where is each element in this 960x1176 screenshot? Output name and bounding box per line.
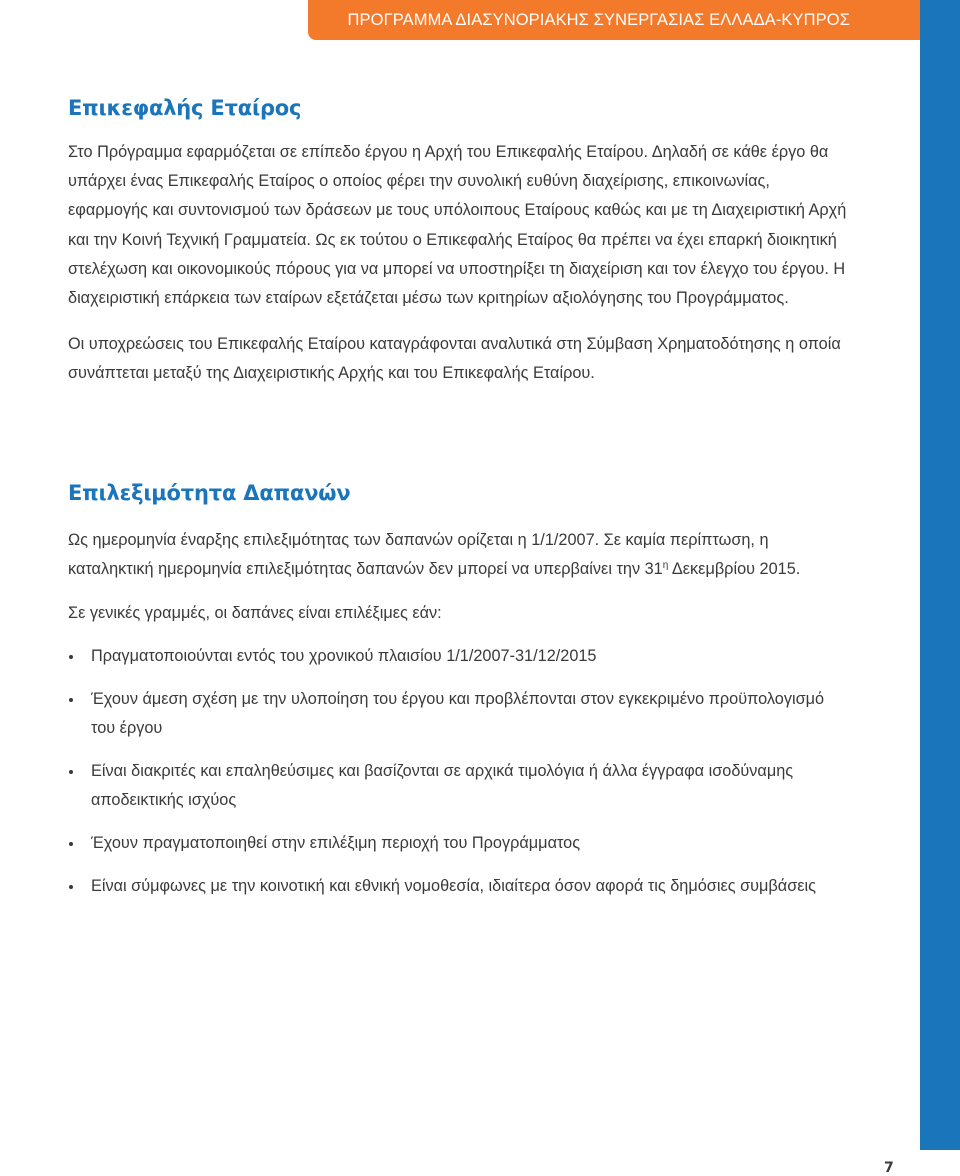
list-item-text: Έχουν άμεση σχέση με την υλοποίηση του έργου και προβλέπονται στον εγκεκριμένο προϋπολογισμό του έργου — [91, 690, 825, 737]
page-number: 7 — [884, 1160, 894, 1176]
page-content — [68, 88, 848, 915]
ordinal-suffix: η — [662, 559, 669, 571]
list-item — [68, 757, 848, 814]
list-item-text: Είναι σύμφωνες με την κοινοτική και εθνική νομοθεσία, ιδιαίτερα όσον αφορά τις δημόσιες συμβάσεις — [91, 876, 816, 895]
eligibility-paragraph-1 — [68, 526, 848, 584]
bullet-icon — [69, 698, 73, 702]
list-item-text: Έχουν πραγματοποιηθεί στην επιλέξιμη περιοχή του Προγράμματος — [91, 833, 581, 852]
lead-partner-paragraph-2: Οι υποχρεώσεις του Επικεφαλής Εταίρου καταγράφονται αναλυτικά στη Σύμβαση Χρηματοδότησης η οποία συνάπτεται μεταξύ της Διαχειριστικής Αρχής και του Επικεφαλής Εταίρου. — [68, 335, 841, 383]
eligibility-paragraph-1-end: Δεκεμβρίου 2015. — [668, 559, 801, 578]
eligibility-criteria-list — [68, 642, 848, 900]
list-item — [68, 872, 848, 901]
side-color-bar — [920, 0, 960, 1150]
bullet-icon — [69, 842, 73, 846]
list-item-text: Πραγματοποιούνται εντός του χρονικού πλαισίου 1/1/2007-31/12/2015 — [91, 647, 597, 666]
banner-title: ΠΡΟΓΡΑΜΜΑ ΔΙΑΣΥΝΟΡΙΑΚΗΣ ΣΥΝΕΡΓΑΣΙΑΣ ΕΛΛΑΔΑ-ΚΥΠΡΟΣ — [347, 11, 850, 29]
bullet-icon — [69, 770, 73, 774]
bullet-icon — [69, 655, 73, 659]
list-item — [68, 685, 848, 742]
eligibility-paragraph-1-main: Ως ημερομηνία έναρξης επιλεξιμότητας των δαπανών ορίζεται η 1/1/2007. Σε καμία περίπτωση, η καταληκτική ημερομηνία επιλεξιμότητας δαπανών δεν μπορεί να υπερβαίνει την 31 — [68, 530, 769, 578]
list-item — [68, 829, 848, 858]
lead-partner-paragraph-1: Στο Πρόγραμμα εφαρμόζεται σε επίπεδο έργου η Αρχή του Επικεφαλής Εταίρου. Δηλαδή σε κάθε έργο θα υπάρχει ένας Επικεφαλής Εταίρος ο οποίος φέρει την συνολική ευθύνη διαχείρισης, επικοινωνίας, εφαρμογής και συντονισμού των δράσεων με τους υπόλοιπους Εταίρους καθώς και με τη Διαχειριστική Αρχή και την Κοινή Τεχνική Γραμματεία. Ως εκ τούτου ο Επικεφαλής Εταίρος θα πρέπει να έχει επαρκή διοικητική στελέχωση και οικονομικούς πόρους για να μπορεί να υποστηρίξει τη διαχείριση και τον έλεγχο του έργου. Η διαχειριστική επάρκεια των εταίρων εξετάζεται μέσω των κριτηρίων αξιολόγησης του Προγράμματος. — [68, 143, 847, 308]
list-item — [68, 642, 848, 671]
bullet-icon — [69, 885, 73, 889]
eligibility-paragraph-2: Σε γενικές γραμμές, οι δαπάνες είναι επιλέξιμες εάν: — [68, 604, 442, 623]
list-item-text: Είναι διακριτές και επαληθεύσιμες και βασίζονται σε αρχικά τιμολόγια ή άλλα έγγραφα ισοδύναμης αποδεικτικής ισχύος — [91, 762, 794, 809]
section-title-lead-partner: Επικεφαλής Εταίρος — [68, 96, 302, 120]
section-title-eligibility: Επιλεξιμότητα Δαπανών — [68, 480, 351, 505]
header-banner — [308, 0, 920, 40]
